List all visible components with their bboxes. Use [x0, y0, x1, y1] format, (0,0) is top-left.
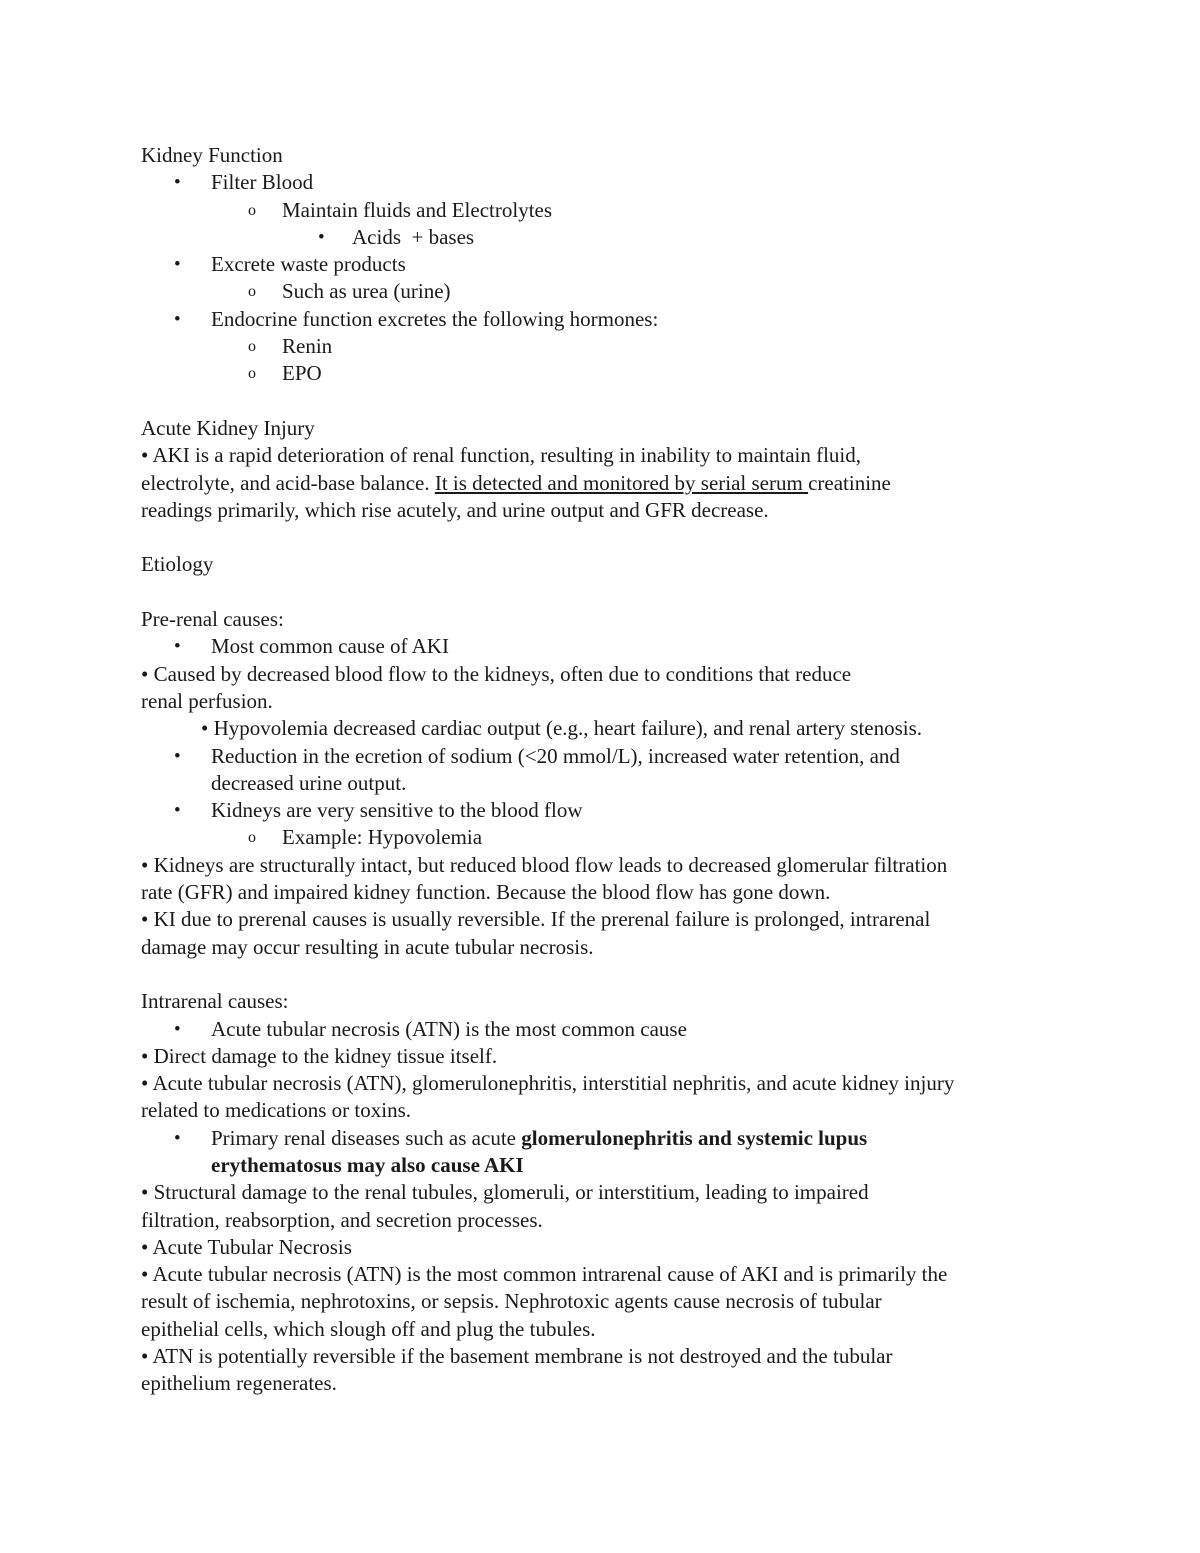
paragraph-text: • Acute tubular necrosis (ATN), glomerulonephritis, interstitial nephritis, and acute kidney injury: [141, 1071, 955, 1096]
paragraph-text: • Direct damage to the kidney tissue itself.: [141, 1043, 498, 1068]
paragraph-text: • Acute tubular necrosis (ATN) is the most common intrarenal cause of AKI and is primarily the: [141, 1262, 948, 1287]
heading-text: Etiology: [141, 552, 214, 577]
bullet-marker: •: [174, 745, 181, 767]
paragraph-line: [141, 934, 1071, 961]
spacer: [141, 524, 1071, 551]
circle-marker: o: [248, 365, 256, 383]
paragraph-line: [141, 1261, 1071, 1288]
list-item-text: Excrete waste products: [211, 252, 406, 277]
list-item: [141, 197, 1071, 224]
list-item-text: Acute tubular necrosis (ATN) is the most common cause: [211, 1016, 687, 1041]
document-body: [141, 142, 1071, 1398]
section-heading-prerenal: [141, 606, 1071, 633]
list-item-text: Primary renal diseases such as acute: [211, 1125, 522, 1150]
bullet-marker: •: [174, 308, 181, 330]
paragraph-line: [141, 1097, 1071, 1124]
spacer: [141, 961, 1071, 988]
list-item: [141, 333, 1071, 360]
list-item: [141, 306, 1071, 333]
bullet-marker: •: [174, 1127, 181, 1149]
list-item: [141, 169, 1071, 196]
heading-text: Acute Kidney Injury: [141, 415, 315, 440]
paragraph-text: result of ischemia, nephrotoxins, or sepsis. Nephrotoxic agents cause necrosis of tubular: [141, 1289, 882, 1314]
paragraph-line: [141, 715, 1071, 742]
list-item-text: Most common cause of AKI: [211, 634, 449, 659]
list-item-text: Kidneys are very sensitive to the blood flow: [211, 798, 583, 823]
section-heading-kidney-function: [141, 142, 1071, 169]
heading-text: Pre-renal causes:: [141, 607, 284, 632]
spacer: [141, 388, 1071, 415]
paragraph-line: [141, 442, 1071, 469]
paragraph-text: damage may occur resulting in acute tubular necrosis.: [141, 934, 594, 959]
paragraph-line: [141, 1179, 1071, 1206]
circle-marker: o: [248, 201, 256, 219]
paragraph-text: epithelium regenerates.: [141, 1371, 337, 1396]
section-heading-etiology: [141, 551, 1071, 578]
paragraph-line: [141, 1043, 1071, 1070]
paragraph-text: electrolyte, and acid-base balance.: [141, 470, 435, 495]
paragraph-text: • AKI is a rapid deterioration of renal function, resulting in inability to maintain fluid,: [141, 443, 862, 468]
heading-text: Kidney Function: [141, 143, 283, 167]
list-item-text: Such as urea (urine): [282, 279, 451, 304]
bullet-marker: •: [174, 800, 181, 822]
paragraph-line: [141, 497, 1071, 524]
list-item: [141, 360, 1071, 387]
paragraph-line: [141, 661, 1071, 688]
list-item: [141, 1125, 1071, 1152]
paragraph-text: related to medications or toxins.: [141, 1098, 412, 1123]
bold-text: glomerulonephritis and systemic lupus: [521, 1125, 868, 1150]
bullet-marker: •: [174, 1018, 181, 1040]
list-item-text: decreased urine output.: [211, 770, 407, 795]
paragraph-line: [141, 1288, 1071, 1315]
paragraph-text: creatinine: [808, 470, 891, 495]
paragraph-text: epithelial cells, which slough off and plug the tubules.: [141, 1316, 596, 1341]
list-item-text: Reduction in the ecretion of sodium (<20 mmol/L), increased water retention, and: [211, 743, 900, 768]
list-item-text: Filter Blood: [211, 170, 314, 195]
list-item-text: Example: Hypovolemia: [282, 825, 483, 850]
underlined-text: It is detected and monitored by serial serum: [434, 470, 809, 495]
circle-marker: o: [248, 338, 256, 356]
list-item-text: Endocrine function excretes the following hormones:: [211, 306, 659, 331]
paragraph-line: [141, 1070, 1071, 1097]
paragraph-line: [141, 1234, 1071, 1261]
paragraph-line: [141, 852, 1071, 879]
paragraph-line: [141, 470, 1071, 497]
paragraph-text: rate (GFR) and impaired kidney function. Because the blood flow has gone down.: [141, 880, 831, 905]
section-heading-intrarenal: [141, 988, 1071, 1015]
bullet-marker: •: [318, 226, 325, 248]
paragraph-text: • Caused by decreased blood flow to the kidneys, often due to conditions that reduce: [141, 661, 852, 686]
paragraph-line: [141, 1316, 1071, 1343]
list-item: [141, 824, 1071, 851]
paragraph-text: filtration, reabsorption, and secretion processes.: [141, 1207, 543, 1232]
paragraph-line: [141, 879, 1071, 906]
list-item-text: Acids + bases: [352, 224, 475, 249]
list-item-text: EPO: [282, 361, 322, 386]
paragraph-text: • KI due to prerenal causes is usually reversible. If the prerenal failure is prolonged, intrarenal: [141, 907, 931, 932]
list-item: [141, 1016, 1071, 1043]
list-item: [141, 278, 1071, 305]
paragraph-line: [141, 688, 1071, 715]
list-item: [141, 251, 1071, 278]
paragraph-line: [141, 1207, 1071, 1234]
paragraph-text: • Hypovolemia decreased cardiac output (e.g., heart failure), and renal artery stenosis.: [201, 716, 923, 741]
paragraph-text: • Structural damage to the renal tubules, glomeruli, or interstitium, leading to impaired: [141, 1180, 869, 1205]
list-item: [141, 743, 1071, 770]
paragraph-text: • Kidneys are structurally intact, but reduced blood flow leads to decreased glomerular filtration: [141, 852, 948, 877]
bullet-marker: •: [174, 172, 181, 194]
paragraph-text: • ATN is potentially reversible if the basement membrane is not destroyed and the tubular: [141, 1344, 893, 1369]
bold-text: erythematosus may also cause AKI: [211, 1152, 524, 1177]
paragraph-text: readings primarily, which rise acutely, and urine output and GFR decrease.: [141, 497, 769, 522]
paragraph-line: [141, 906, 1071, 933]
list-item: [141, 797, 1071, 824]
circle-marker: o: [248, 829, 256, 847]
list-item: [141, 633, 1071, 660]
list-item-text: Renin: [282, 334, 333, 359]
list-item-continuation: [141, 770, 1071, 797]
section-heading-aki: [141, 415, 1071, 442]
list-item-continuation: [141, 1152, 1071, 1179]
circle-marker: o: [248, 283, 256, 301]
bullet-marker: •: [174, 636, 181, 658]
heading-text: Intrarenal causes:: [141, 989, 289, 1014]
spacer: [141, 579, 1071, 606]
bullet-marker: •: [174, 254, 181, 276]
paragraph-line: [141, 1343, 1071, 1370]
list-item: [141, 224, 1071, 251]
list-item-text: Maintain fluids and Electrolytes: [282, 197, 553, 222]
paragraph-line: [141, 1370, 1071, 1397]
paragraph-text: renal perfusion.: [141, 688, 273, 713]
paragraph-text: • Acute Tubular Necrosis: [141, 1234, 352, 1259]
